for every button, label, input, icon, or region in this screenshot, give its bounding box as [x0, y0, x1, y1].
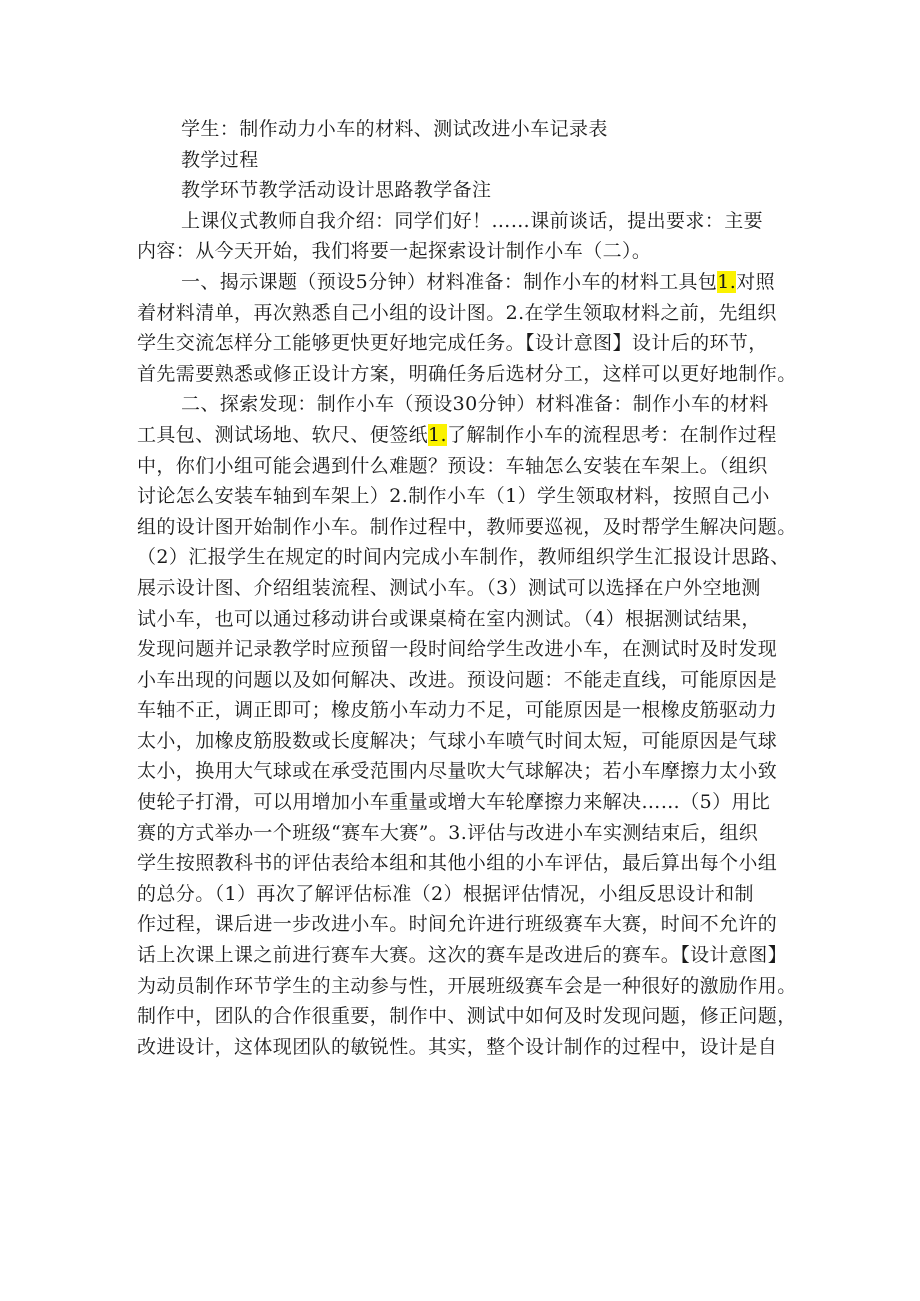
line-text: 上课仪式教师自我介绍：同学们好！……课前谈话，提出要求：主要 — [181, 209, 764, 232]
line-text: 制作中，团队的合作很重要，制作中、测试中如何及时发现问题，修正问题， — [137, 1005, 797, 1028]
text-line — [137, 175, 797, 206]
text-line — [137, 818, 797, 849]
text-line — [137, 1032, 797, 1063]
line-text: 小车出现的问题以及如何解决、改进。预设问题：不能走直线，可能原因是 — [137, 668, 778, 691]
line-text: 学生：制作动力小车的材料、测试改进小车记录表 — [181, 118, 608, 140]
text-line — [137, 634, 797, 665]
text-line — [137, 971, 797, 1002]
text-line — [137, 940, 797, 971]
text-line — [137, 512, 797, 543]
text-line — [137, 328, 797, 359]
line-text: 学生交流怎样分工能够更快更好地完成任务。【设计意图】设计后的环节， — [137, 332, 768, 355]
line-text: 教学环节教学活动设计思路教学备注 — [181, 179, 492, 202]
line-text: 话上次课上课之前进行赛车大赛。这次的赛车是改进后的赛车。【设计意图】 — [137, 944, 788, 967]
text-line — [137, 389, 797, 420]
text-line — [137, 481, 797, 512]
text-line — [137, 665, 797, 696]
line-text: 太小，换用大气球或在承受范围内尽量吹大气球解决；若小车摩擦力太小致 — [137, 760, 778, 783]
line-text: （2）汇报学生在规定的时间内完成小车制作，教师组织学生汇报设计思路、 — [137, 546, 790, 569]
line-text: 学生按照教科书的评估表给本组和其他小组的小车评估，最后算出每个小组 — [137, 852, 778, 875]
text-line — [137, 695, 797, 726]
line-text: 教学过程 — [181, 148, 259, 171]
line-text: 讨论怎么安装车轴到车架上）2.制作小车（1）学生领取材料，按照自己小 — [137, 485, 770, 508]
text-line — [137, 756, 797, 787]
line-text-continued: 了解制作小车的流程思考：在制作过程 — [446, 423, 777, 446]
text-line — [137, 114, 797, 145]
line-text: 一、揭示课题（预设5分钟）材料准备：制作小车的材料工具包 — [181, 270, 718, 293]
line-text: 作过程，课后进一步改进小车。时间允许进行班级赛车大赛，时间不允许的 — [137, 913, 778, 936]
text-line — [137, 879, 797, 910]
highlighted-number: 1. — [428, 423, 447, 446]
highlighted-number: 1. — [717, 270, 737, 293]
text-line — [137, 787, 797, 818]
line-text: 使轮子打滑，可以用增加小车重量或增大车轮摩擦力来解决……（5）用比 — [137, 791, 771, 814]
line-text: 为动员制作环节学生的主动参与性，开展班级赛车会是一种很好的激励作用。 — [137, 974, 797, 997]
line-text: 着材料清单，再次熟悉自己小组的设计图。2.在学生领取材料之前，先组织 — [137, 301, 777, 324]
line-text: 改进设计，这体现团队的敏锐性。其实，整个设计制作的过程中，设计是自 — [137, 1035, 778, 1058]
text-line — [137, 267, 797, 298]
line-text: 首先需要熟悉或修正设计方案，明确任务后选材分工，这样可以更好地制作。 — [137, 362, 797, 385]
text-line — [137, 909, 797, 940]
document-body — [137, 114, 797, 1062]
line-text: 车轴不正，调正即可；橡皮筋小车动力不足，可能原因是一根橡皮筋驱动力 — [137, 699, 778, 722]
text-line — [137, 542, 797, 573]
line-text: 内容：从今天开始，我们将要一起探索设计制作小车（二）。 — [137, 240, 652, 263]
line-text: 中，你们小组可能会遇到什么难题？预设：车轴怎么安装在车架上。（组织 — [137, 454, 768, 477]
text-line — [137, 451, 797, 482]
line-text: 发现问题并记录教学时应预留一段时间给学生改进小车，在测试时及时发现 — [137, 638, 778, 661]
line-text: 太小，加橡皮筋股数或长度解决；气球小车喷气时间太短，可能原因是气球 — [137, 729, 778, 752]
line-text: 工具包、测试场地、软尺、便签纸 — [137, 423, 429, 446]
text-line — [137, 573, 797, 604]
text-line — [137, 359, 797, 390]
text-line — [137, 298, 797, 329]
line-text: 二、探索发现：制作小车（预设30分钟）材料准备：制作小车的材料 — [181, 393, 769, 416]
line-text: 试小车，也可以通过移动讲台或课桌椅在室内测试。（4）根据测试结果， — [137, 607, 761, 630]
text-line — [137, 604, 797, 635]
line-text-continued: 对照 — [736, 270, 776, 293]
text-line — [137, 145, 797, 176]
text-line — [137, 206, 797, 237]
text-line — [137, 1001, 797, 1032]
text-line — [137, 420, 797, 451]
line-text: 组的设计图开始制作小车。制作过程中，教师要巡视，及时帮学生解决问题。 — [137, 515, 797, 538]
line-text: 展示设计图、介绍组装流程、测试小车。（3）测试可以选择在户外空地测 — [137, 576, 761, 599]
line-text: 赛的方式举办一个班级“赛车大赛”。3.评估与改进小车实测结束后，组织 — [137, 821, 759, 844]
text-line — [137, 726, 797, 757]
line-text: 的总分。（1）再次了解评估标准（2）根据评估情况，小组反思设计和制 — [137, 882, 754, 905]
text-line — [137, 848, 797, 879]
text-line — [137, 236, 797, 267]
